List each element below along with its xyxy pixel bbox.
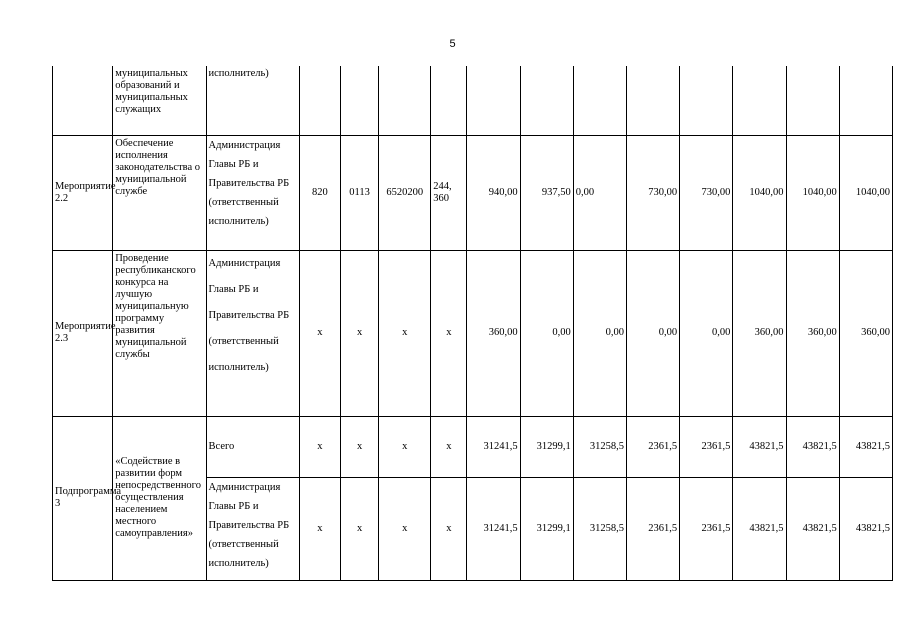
csr-cell: х xyxy=(379,416,431,477)
value-cell: 43821,5 xyxy=(839,477,892,580)
rzpr-cell: 0113 xyxy=(341,135,379,250)
program-funding-table xyxy=(52,66,893,581)
table-row-continuation xyxy=(53,66,893,135)
executor-cell: Всего xyxy=(206,416,299,477)
rzpr-cell: х xyxy=(341,477,379,580)
label-cell xyxy=(53,66,113,135)
csr-cell: х xyxy=(379,477,431,580)
csr-cell: х xyxy=(379,250,431,416)
vr-cell: х xyxy=(431,416,467,477)
rzpr-cell: х xyxy=(341,416,379,477)
executor-cell: Администрация Главы РБ и Правительства РБ (ответственный исполнитель) xyxy=(206,135,299,250)
vr-cell: 244, 360 xyxy=(431,135,467,250)
page-number: 5 xyxy=(449,38,456,50)
value-cell: 0,00 xyxy=(573,135,626,250)
value-cell: 730,00 xyxy=(680,135,733,250)
value-cell: 1040,00 xyxy=(839,135,892,250)
value-cell: 31258,5 xyxy=(573,416,626,477)
table-row-measure-2-2 xyxy=(53,135,893,250)
executor-cell: Администрация Главы РБ и Правительства РБ (ответственный исполнитель) xyxy=(206,477,299,580)
description-cell: «Содействие в развитии форм непосредственного осуществления населением местного самоуправления» xyxy=(113,416,206,580)
value-cell: 31299,1 xyxy=(520,416,573,477)
value-cell: 31299,1 xyxy=(520,477,573,580)
value-cell: 0,00 xyxy=(680,250,733,416)
value-cell: 43821,5 xyxy=(786,477,839,580)
value-cell: 360,00 xyxy=(839,250,892,416)
value-cell: 360,00 xyxy=(467,250,520,416)
table-row-subprogram-3-total xyxy=(53,416,893,477)
row-label: Мероприятие 2.2 xyxy=(53,135,113,250)
executor-cell: Администрация Главы РБ и Правительства РБ (ответственный исполнитель) xyxy=(206,250,299,416)
value-cell: 0,00 xyxy=(520,250,573,416)
value-cell: 43821,5 xyxy=(839,416,892,477)
value-cell: 31241,5 xyxy=(467,416,520,477)
value-cell: 43821,5 xyxy=(786,416,839,477)
value-cell: 360,00 xyxy=(733,250,786,416)
value-cell: 0,00 xyxy=(573,250,626,416)
row-label: Подпрограмма 3 xyxy=(53,416,113,580)
value-cell: 2361,5 xyxy=(626,477,679,580)
rzpr-cell: х xyxy=(341,250,379,416)
value-cell: 43821,5 xyxy=(733,477,786,580)
value-cell: 43821,5 xyxy=(733,416,786,477)
vr-cell: х xyxy=(431,477,467,580)
value-cell: 360,00 xyxy=(786,250,839,416)
value-cell: 0,00 xyxy=(626,250,679,416)
table-row-measure-2-3 xyxy=(53,250,893,416)
executor-cell: исполнитель) xyxy=(206,66,299,135)
value-cell: 1040,00 xyxy=(786,135,839,250)
description-cell: муниципальных образований и муниципальных служащих xyxy=(113,66,206,135)
value-cell: 730,00 xyxy=(626,135,679,250)
grbs-cell: х xyxy=(299,416,340,477)
description-cell: Обеспечение исполнения законодательства о муниципальной службе xyxy=(113,135,206,250)
value-cell: 940,00 xyxy=(467,135,520,250)
grbs-cell: х xyxy=(299,477,340,580)
grbs-cell: 820 xyxy=(299,135,340,250)
value-cell: 31258,5 xyxy=(573,477,626,580)
value-cell: 2361,5 xyxy=(626,416,679,477)
grbs-cell: х xyxy=(299,250,340,416)
value-cell: 937,50 xyxy=(520,135,573,250)
description-cell: Проведение республиканского конкурса на лучшую муниципальную программу развития муниципальной службы xyxy=(113,250,206,416)
value-cell: 31241,5 xyxy=(467,477,520,580)
value-cell: 1040,00 xyxy=(733,135,786,250)
value-cell: 2361,5 xyxy=(680,477,733,580)
vr-cell: х xyxy=(431,250,467,416)
value-cell: 2361,5 xyxy=(680,416,733,477)
row-label: Мероприятие 2.3 xyxy=(53,250,113,416)
csr-cell: 6520200 xyxy=(379,135,431,250)
